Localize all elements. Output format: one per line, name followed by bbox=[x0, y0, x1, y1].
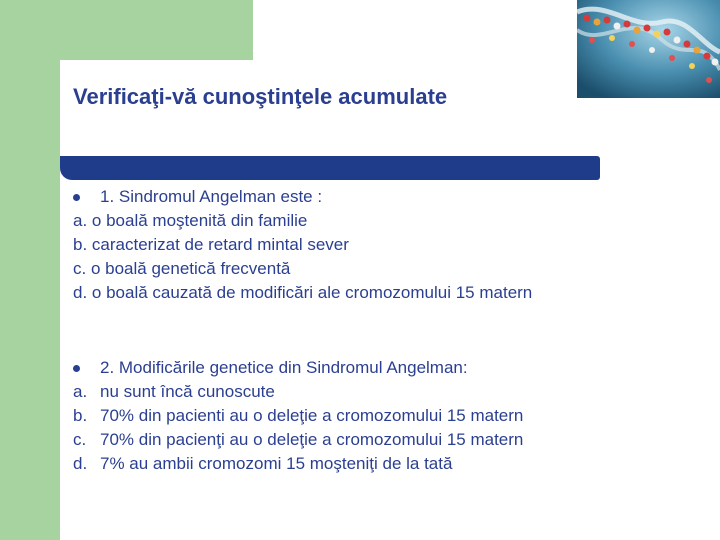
question-1-option-c bbox=[73, 257, 532, 281]
dna-helix-image bbox=[577, 0, 720, 98]
option-text: o boală moştenită din familie bbox=[91, 211, 308, 230]
option-text: 70% din pacienţi au o deleţie a cromozomului 15 matern bbox=[100, 430, 524, 449]
question-2-option-c bbox=[73, 428, 523, 452]
option-letter: a. bbox=[73, 211, 88, 230]
option-letter: d. bbox=[73, 283, 88, 302]
question-2-text: 2. Modificările genetice din Sindromul Angelman: bbox=[100, 358, 468, 377]
green-top-band bbox=[0, 0, 253, 60]
question-2 bbox=[73, 356, 523, 476]
question-1-option-d bbox=[73, 281, 532, 305]
option-letter: a. bbox=[73, 382, 88, 401]
option-text: o boală cauzată de modificări ale cromozomului 15 matern bbox=[91, 283, 533, 302]
question-1-option-b bbox=[73, 233, 532, 257]
option-text: o boală genetică frecventă bbox=[90, 259, 291, 278]
option-text: 70% din pacienti au o deleţie a cromozomului 15 matern bbox=[100, 406, 524, 425]
question-2-option-a bbox=[73, 380, 523, 404]
slide-title: Verificaţi-vă cunoştinţele acumulate bbox=[73, 84, 448, 109]
question-1-heading bbox=[73, 185, 532, 209]
question-1 bbox=[73, 185, 532, 305]
question-1-text: 1. Sindromul Angelman este : bbox=[100, 187, 323, 206]
title-divider-bar bbox=[60, 156, 600, 180]
option-letter: b. bbox=[73, 235, 88, 254]
question-2-option-b bbox=[73, 404, 523, 428]
question-1-option-a bbox=[73, 209, 532, 233]
question-2-heading bbox=[73, 356, 523, 380]
option-letter: d. bbox=[73, 454, 88, 473]
option-letter: c. bbox=[73, 259, 87, 278]
bullet-icon bbox=[73, 365, 80, 372]
option-text: 7% au ambii cromozomi 15 moşteniţi de la tată bbox=[100, 454, 453, 473]
option-letter: c. bbox=[73, 430, 87, 449]
option-text: nu sunt încă cunoscute bbox=[100, 382, 275, 401]
bullet-icon bbox=[73, 194, 80, 201]
option-text: caracterizat de retard mintal sever bbox=[91, 235, 349, 254]
option-letter: b. bbox=[73, 406, 88, 425]
green-sidebar-band bbox=[0, 0, 60, 540]
question-2-option-d bbox=[73, 452, 523, 476]
